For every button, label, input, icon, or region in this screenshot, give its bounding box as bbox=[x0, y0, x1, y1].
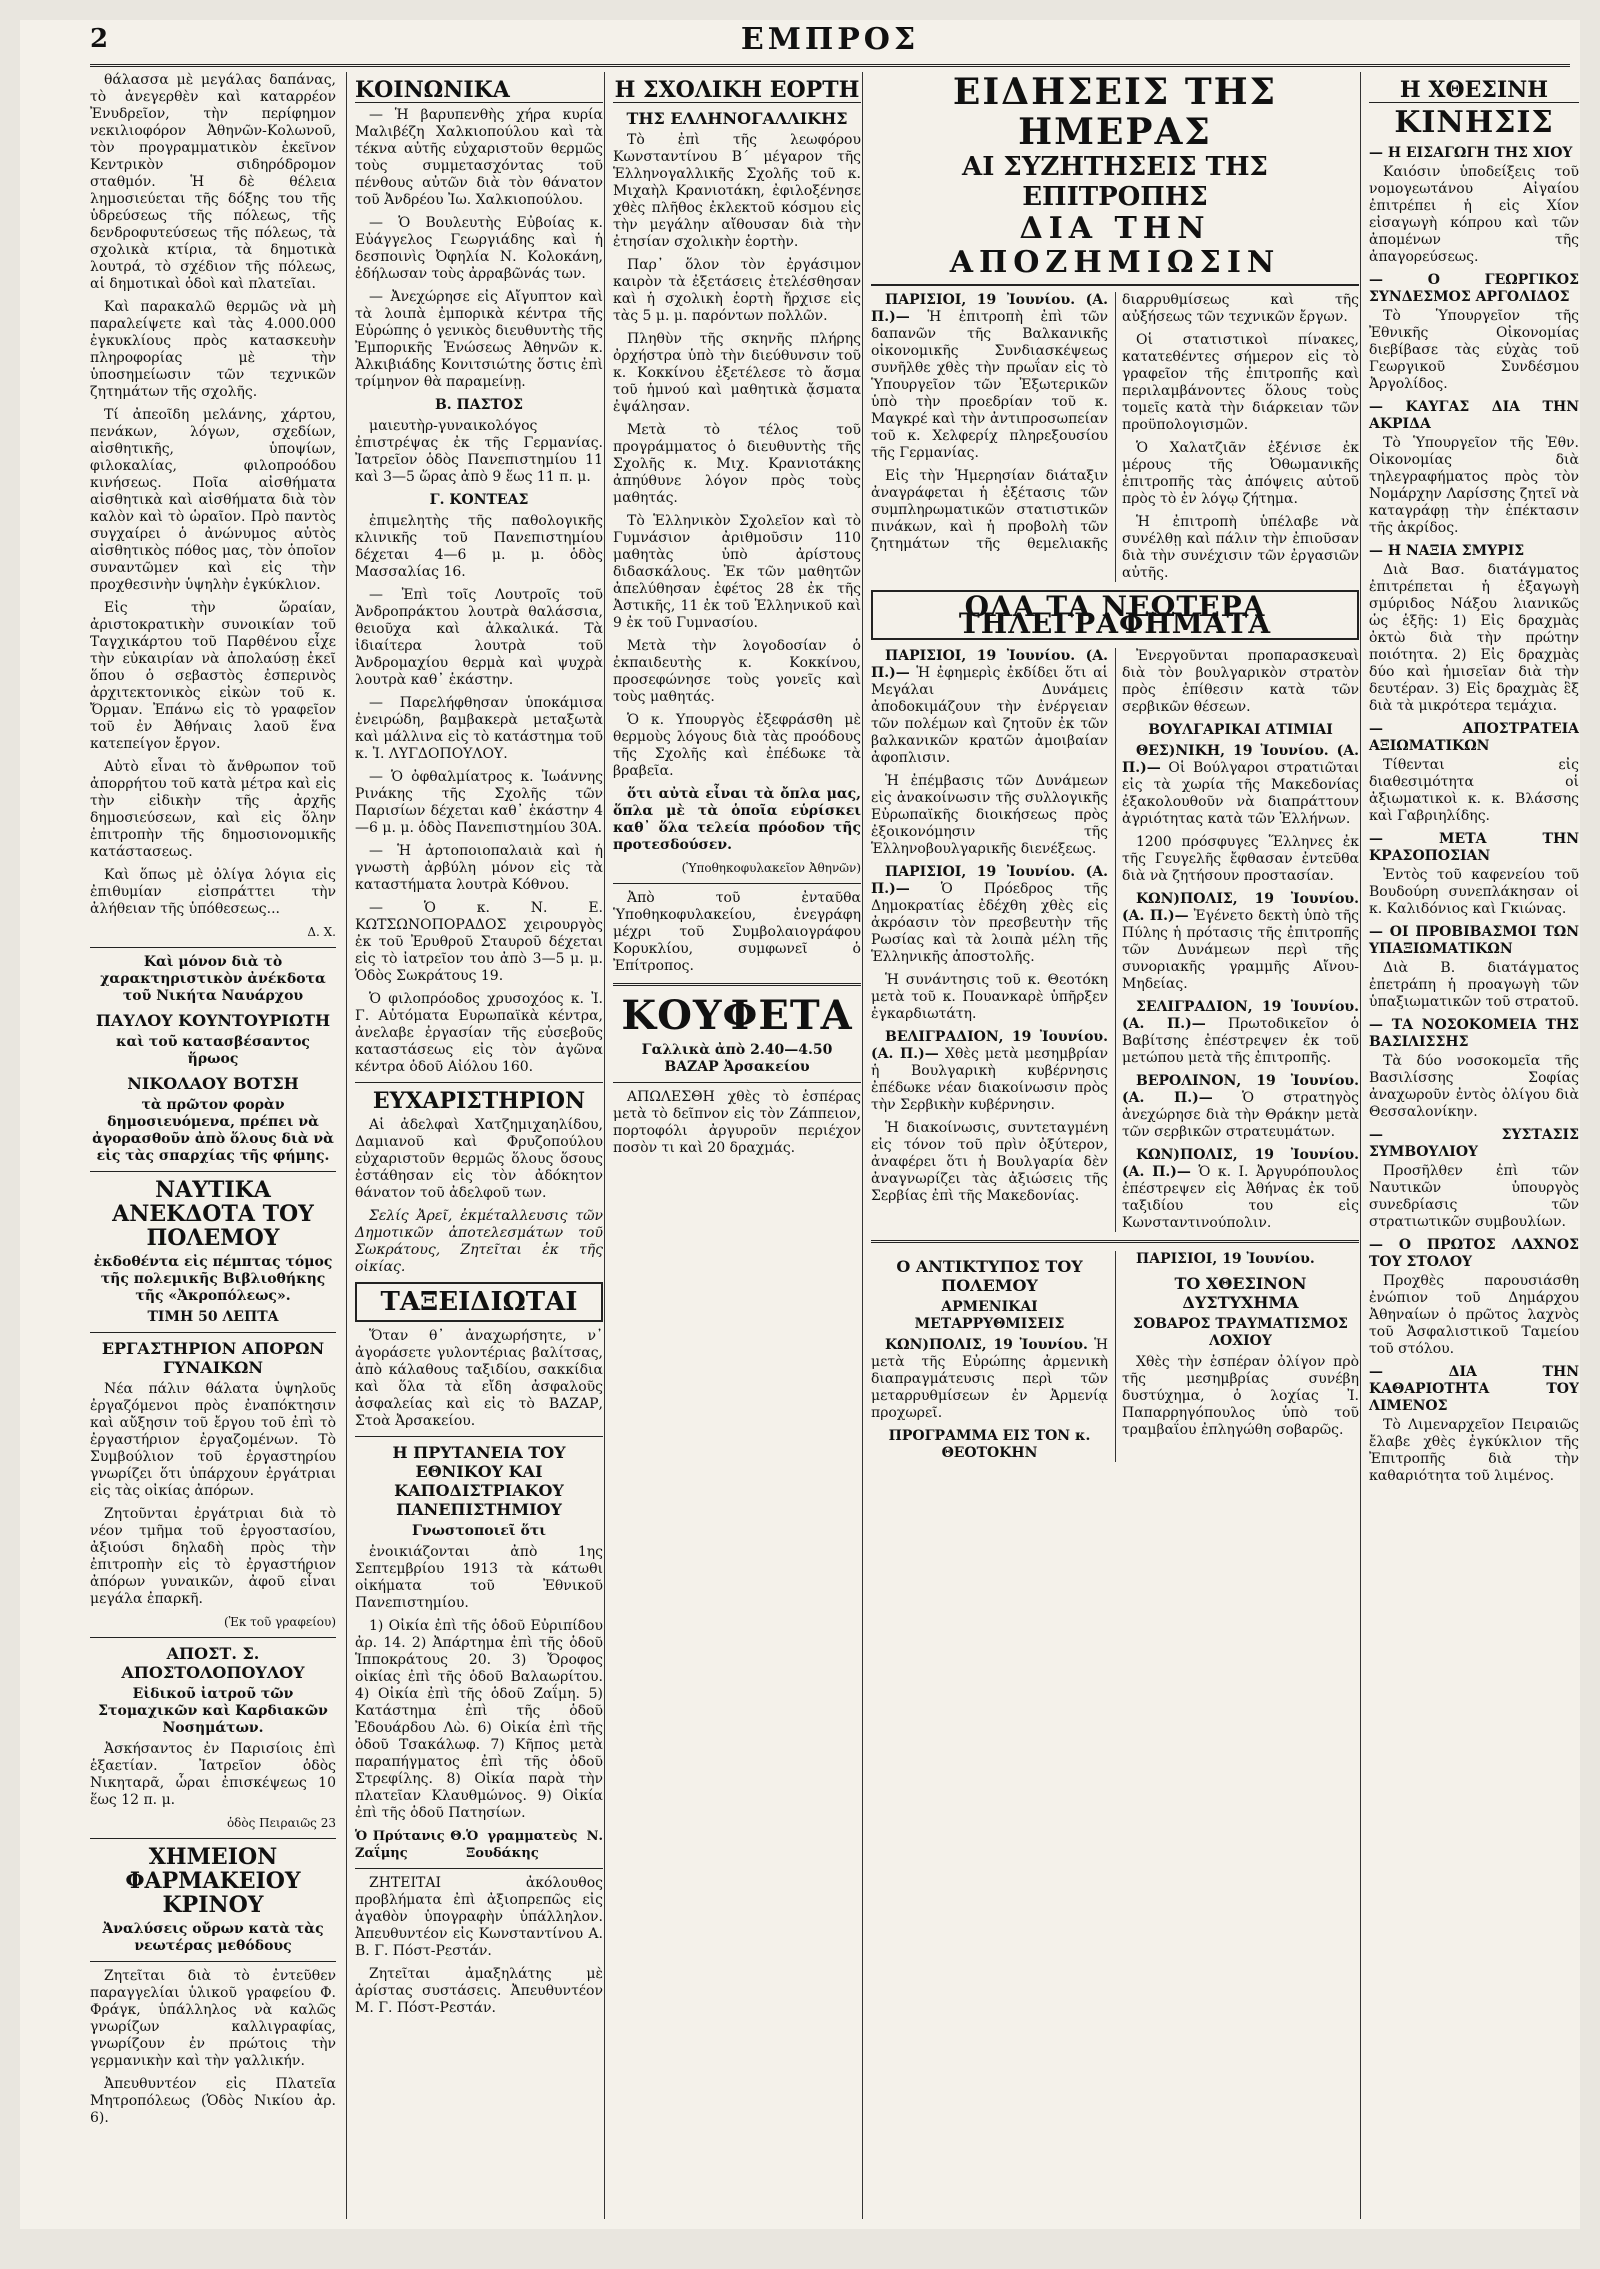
dateline: ΚΩΝ)ΠΟΛΙΣ, 19 Ἰουνίου. (Α. Π.)— bbox=[1122, 1147, 1359, 1180]
paragraph: Ὁ φιλοπρόοδος χρυσοχόος κ. Ἰ. Γ. Αὐτόματα Ευρωπαϊκὰ κέντρα, ἀνελαβε ἐργασίαν τῆς εὐσεβοῦς καταστάσεως εἰς τὸν ἀγῶνα κέντρα ὁδοῦ Αἰόλου 160. bbox=[355, 991, 603, 1075]
paragraph: Οἱ στατιστικοὶ πίνακες, κατατεθέντες σήμερον εἰς τὸ γραφεῖον τῆς ἐπιτροπῆς καὶ περιλαμβάνοντες ὅλους τοὺς τομεῖς κατὰ τὴν διάρκειαν τῶν προϋπολογισμῶν. bbox=[1122, 332, 1359, 433]
brief-news-heading: — ΔΙΑ ΤΗΝ ΚΑΘΑΡΙΟΤΗΤΑ ΤΟΥ ΛΙΜΕΝΟΣ bbox=[1369, 1364, 1579, 1414]
doctor-name: Γ. ΚΟΝΤΕΑΣ bbox=[429, 492, 529, 508]
news-text: Πρωτοδικεῖον ὁ Βαβίτσης ἐπέστρεψεν ἐκ τοῦ μετώπου μετὰ τῆς ἐπιτροπῆς. bbox=[1122, 1016, 1360, 1066]
headline-sub: ΤΗΣ ΕΛΛΗΝΟΓΑΛΛΙΚΗΣ bbox=[626, 109, 848, 128]
ad-box bbox=[355, 1282, 603, 1322]
sub-headline: ΤΟ ΧΘΕΣΙΝΟΝ ΔΥΣΤΥΧΗΜΑ bbox=[1174, 1274, 1307, 1312]
main-headline bbox=[871, 72, 1359, 286]
headline-sub: ΚΙΝΗΣΙΣ bbox=[1394, 105, 1554, 140]
brief-news-heading: — ΣΥΣΤΑΣΙΣ ΣΥΜΒΟΥΛΙΟΥ bbox=[1369, 1127, 1579, 1160]
sub-headline: ΑΡΜΕΝΙΚΑΙ ΜΕΤΑΡΡΥΘΜΙΣΕΙΣ bbox=[914, 1299, 1065, 1332]
sub-headline: ΠΡΟΓΡΑΜΜΑ ΕΙΣ ΤΟΝ κ. ΘΕΟΤΟΚΗΝ bbox=[888, 1428, 1091, 1461]
paragraph: Ἡ ἐπιτροπὴ ὑπέλαβε νὰ συνέλθῃ καὶ πάλιν τὴν ἐπιοῦσαν διὰ τὴν συνέχισιν τῶν ἐργασιῶν αὐτῆς. bbox=[1122, 514, 1359, 581]
ad-text: Ἀναλύσεις οὔρων κατὰ τὰς νεωτέρας μεθόδους bbox=[102, 1921, 324, 1954]
paragraph: ἐπιμελητὴς τῆς παθολογικῆς κλινικῆς τοῦ Πανεπιστημίου δέχεται 4—6 μ. μ. ὁδὸς Μασσαλίας 16. bbox=[355, 513, 603, 580]
paragraph: 1200 πρόσφυγες Ἕλληνες ἐκ τῆς Γευγελῆς ἔφθασαν ἐντεῦθα διὰ νὰ ζητήσουν προστασίαν. bbox=[1122, 834, 1359, 884]
column-4 bbox=[862, 72, 1367, 2219]
paragraph: — Ὁ Βουλευτὴς Εὐβοίας κ. Εὐάγγελος Γεωργιάδης καὶ ἡ δεσποινὶς Ὀφηλία Ν. Κολοκάνη, ἐδήλωσαν τοὺς ἀρραβῶνάς των. bbox=[355, 215, 603, 282]
paragraph: Εἰς τὴν ὥραίαν, ἀριστοκρατικὴν συνοικίαν τοῦ Ταγχικάρτου τοῦ Παρθένου εἶχε τὴν εὐκαιρίαν νὰ ἀπολαύσῃ ἐκεῖ ὅπου ὁ σεβαστὸς ἐσπερινὸς ἀρχιτεκτονικὸς εἰκὼν τοῦ κ. Ὄρμαν. Ἐπάνω εἰς τὸ γραφεῖον τοῦ ἐν Ἀθήναις λαοῦ ἕνα κατεπείγον ἔργον. bbox=[90, 600, 336, 752]
dateline: ΚΩΝ)ΠΟΛΙΣ, 19 Ἰουνίου. (Α. Π.)— bbox=[1122, 891, 1359, 924]
dateline: ΣΕΛΙΓΡΑΔΙΟΝ, 19 Ἰουνίου. (Α. Π.)— bbox=[1122, 999, 1359, 1032]
ad-mid: καὶ τοῦ κατασβέσαντος ἥρωος bbox=[116, 1034, 310, 1067]
paragraph: Τί ἀπεοῖδη μελάνης, χάρτου, πενάκων, λόγων, σχεδίων, αἰσθητικῆς, ὑποψίων, φιλοκαλίας, φιλοπροόδου κινήσεως. Ποῖα αἰσθήματα αἰσθητικὰ καὶ αἰσθήματα διὰ τὸν καλὸν καὶ τὸ ὡραῖον. Πρὸ παντὸς συγχαίρει ὁ ἀνώνυμος αὐτὸς αἰσθητικὸς πόθος μας, τὸν ὁποῖον συναντῶμεν καὶ εἰς τὴν προχθεσινὴν ὑψηλὴν ἐγκύκλιον. bbox=[90, 407, 336, 593]
paragraph: — Ἡ βαρυπενθὴς χήρα κυρία Μαλιβέζη Χαλκιοπούλου καὶ τὰ τέκνα αὐτῆς εὐχαριστοῦν θερμῶς τοὺς συμμετασχόντας τοῦ πένθους αὐτῶν διὰ τὸν θάνατον τοῦ Ἀνδρέου Ἰω. Χαλκιοπούλου. bbox=[355, 107, 603, 208]
column-5 bbox=[1360, 72, 1579, 2219]
brief-news-heading: — ΚΑΥΓΑΣ ΔΙΑ ΤΗΝ ΑΚΡΙΔΑ bbox=[1369, 399, 1579, 432]
brief-news-text: Διὰ Β. διατάγματος ἐπετράπη ἡ προαγωγὴ τῶν ὑπαξιωματικῶν τοῦ στρατοῦ. bbox=[1369, 960, 1579, 1010]
dateline: ΒΕΡΟΛΙΝΟΝ, 19 Ἰουνίου. (Α. Π.)— bbox=[1122, 1073, 1359, 1106]
dateline: ΘΕΣ)ΝΙΚΗ, 19 Ἰουνίου. (Α. Π.)— bbox=[1122, 743, 1359, 776]
paragraph: Καὶ ὅπως μὲ ὀλίγα λόγια εἰς ἐπιθυμίαν εἰσπράττει τὴν ἀλήθειαν τῆς ὑπόθεσεως... bbox=[90, 867, 336, 917]
column-2 bbox=[346, 72, 611, 2219]
paragraph: — Ὁ ὀφθαλμίατρος κ. Ἰωάννης Ρινάκης τῆς Σχολῆς τῶν Παρισίων δέχεται καθ᾽ ἑκάστην 4—6 μ. μ. ὁδὸς Πανεπιστημίου 30Α. bbox=[355, 769, 603, 836]
section-title: ΕΡΓΑΣΤΗΡΙΟΝ ΑΠΟΡΩΝ ΓΥΝΑΙΚΩΝ bbox=[101, 1339, 325, 1377]
dateline: ΠΑΡΙΣΙΟΙ, 19 Ἰουνίου. bbox=[1136, 1251, 1315, 1267]
headline: Η ΣΧΟΛΙΚΗ ΕΟΡΤΗ bbox=[614, 77, 860, 103]
brief-news-text: Ἐντὸς τοῦ καφενείου τοῦ Βουδούρη συνεπλάκησαν οἱ κ. Καλιδόνιος καὶ Γκιώνας. bbox=[1369, 867, 1579, 917]
paper-name: ΕΜΠΡΟΣ bbox=[740, 22, 920, 57]
ad-price: ΤΙΜΗ 50 ΛΕΠΤΑ bbox=[147, 1309, 279, 1325]
headline-sub: ΑΙ ΣΥΖΗΤΗΣΕΙΣ ΤΗΣ ΕΠΙΤΡΟΠΗΣ bbox=[962, 152, 1268, 212]
news-text: Ὁ στρατηγὸς ἀνεχώρησε διὰ τὴν Θράκην μετὰ τῶν σερβικῶν στρατευμάτων. bbox=[1122, 1090, 1359, 1140]
paragraph: θάλασσα μὲ μεγάλας δαπάνας, τὸ ἀνεγερθὲν καὶ καταρρέον Ἐνυδρεῖον, τὴν περίφημον νεκιλιοφόρον Ἀθηνῶν-Κολωνοῦ, τὸν προγραμματικὸν ἐκεῖνον Κεντρικὸν σιδηρόδρομον σταθμόν. Ἡ δὲ θέλεια λημοσιεύεται τῆς δόξης του τῆς ὑδρεύσεως τῆς πόλεως, τῆς δενδροφυτεύσεως τῆς πόλεως, τὰ σχολικὰ κτίρια, τὰ δημοτικὰ λουτρά, τὸ σχέδιον τῆς πόλεως, αἱ δημοτικαὶ ὁδοὶ καὶ πλατεῖαι. bbox=[90, 72, 336, 292]
ad-intro: Καὶ μόνον διὰ τὸ χαρακτηριστικὸν ἀνέκδοτα τοῦ Νικήτα Ναυάρχου bbox=[100, 954, 326, 1004]
paragraph: Ἀπὸ τοῦ ἐνταῦθα Ὑποθηκοφυλακείου, ἐνεγράφη μέχρι τοῦ Συμβολαιογράφου Κορυκλίου, συμφωνεῖ ὁ Ἐπίτροπος. bbox=[613, 890, 861, 974]
paragraph: Μετὰ τὸ τέλος τοῦ προγράμματος ὁ διευθυντὴς τῆς Σχολῆς κ. Μιχ. Κρανιοτάκης ἀπηύθυνε λόγον πρὸς τοὺς μαθητάς. bbox=[613, 422, 861, 506]
paragraph: — Ἐπὶ τοῖς Λουτροῖς τοῦ Ἀνδροπράκτου λουτρὰ θαλάσσια, θειοῦχα καὶ ἀλκαλικά. Τὰ ἰδιαίτερα λουτρὰ τοῦ Ἀνδρομαχίου θερμὰ καὶ ψυχρὰ λουτρὰ καθ᾽ ἑκάστην. bbox=[355, 587, 603, 688]
sub-headline: ΒΟΥΛΓΑΡΙΚΑΙ ΑΤΙΜΙΑΙ bbox=[1148, 722, 1333, 738]
paragraph: ἐνοικιάζονται ἀπὸ 1ης Σεπτεμβρίου 1913 τὰ κάτωθι οἰκήματα τοῦ Ἐθνικοῦ Πανεπιστημίου. bbox=[355, 1544, 603, 1611]
brief-news-heading: — ΑΠΟΣΤΡΑΤΕΙΑ ΑΞΙΩΜΑΤΙΚΩΝ bbox=[1369, 721, 1579, 754]
section-sub: Γνωστοποιεῖ ὅτι bbox=[411, 1523, 547, 1539]
brief-news-text: Προχθὲς παρουσιάσθη ἐνώπιον τοῦ Δημάρχου Ἀθηναίων ὁ πρῶτος λαχνὸς τοῦ Ἀσφαλιστικοῦ Ταμείου τοῦ στόλου. bbox=[1369, 1273, 1579, 1357]
ad-name: ΠΑΥΛΟΥ ΚΟΥΝΤΟΥΡΙΩΤΗ bbox=[95, 1011, 331, 1030]
paragraph: ὅτι αὐτὰ εἶναι τὰ ὄπλα μας, ὅπλα μὲ τὰ ὁποῖα εὑρίσκει καθ᾽ ὅλα τελεία πρόοδον τῆς προτεσδούσεν. bbox=[613, 786, 861, 853]
ad-sub: Εἰδικοῦ ἰατροῦ τῶν Στομαχικῶν καὶ Καρδιακῶν Νοσημάτων. bbox=[98, 1686, 328, 1736]
section-title: ΕΥΧΑΡΙΣΤΗΡΙΟΝ bbox=[372, 1088, 586, 1114]
dateline: ΠΑΡΙΣΙΟΙ, 19 Ἰουνίου. (Α. Π.)— bbox=[871, 292, 1108, 325]
doctor-name: Β. ΠΑΣΤΟΣ bbox=[434, 397, 524, 413]
paragraph: Ἡ συνάντησις τοῦ κ. Θεοτόκη μετὰ τοῦ κ. Πουανκαρὲ ὑπῆρξεν ἐγκαρδιωτάτη. bbox=[871, 972, 1108, 1022]
signature: (Ἐκ τοῦ γραφείου) bbox=[223, 1615, 336, 1629]
brief-news-text: Καιόσιν ὑποδείξεις τοῦ νομογεωτάνου Αἰγαίου ἐπιτρέπει ἡ εἰς Χίον εἰσαγωγὴ κόπρου καὶ τῶν ἀπομένων τῆς ἀπαγορεύσεως. bbox=[1369, 164, 1579, 265]
source: (Ὑποθηκοφυλακεῖον Ἀθηνῶν) bbox=[681, 861, 861, 875]
headline: ΕΙΔΗΣΕΙΣ ΤΗΣ ΗΜΕΡΑΣ bbox=[952, 72, 1278, 153]
banner-headline: ΟΛΑ ΤΑ ΝΕΩΤΕΡΑ ΤΗΛΕΓΡΑΦΗΜΑΤΑ bbox=[871, 590, 1359, 640]
paragraph: Ζητεῖται ἀμαξηλάτης μὲ ἀρίστας συστάσεις. Ἀπευθυντέον Μ. Γ. Πόστ-Ρεστάν. bbox=[355, 1966, 603, 2016]
paragraph: ΖΗΤΕΙΤΑΙ ἀκόλουθος προβλήματα ἐπὶ ἀξιοπρεπῶς εἰς ἀγαθὸν ὑπογραφὴν ὑπάλληλον. Ἀπευθυντέον εἰς Κωνσταντίνου Α. Β. Γ. Πόστ-Ρεστάν. bbox=[355, 1875, 603, 1959]
paragraph: Χθὲς τὴν ἑσπέραν ὀλίγον πρὸ τῆς μεσημβρίας συνέβη δυστύχημα, ὁ λοχίας Ἰ. Παπαρρηγόπουλος ὑπὸ τοῦ τραμβαΐου ἐπληγώθη σοβαρῶς. bbox=[1122, 1354, 1359, 1438]
ad-title: ΤΑΞΕΙΔΙΩΤΑΙ bbox=[380, 1287, 578, 1317]
paragraph: — Ἡ ἀρτοποιοπαλαιὰ καὶ ἡ γνωστὴ ἀρβύλη μόνον εἰς τὰ καταστήματα λουτρὰ Κόθνου. bbox=[355, 843, 603, 893]
paragraph: — Παρελήφθησαν ὑποκάμισα ἐνειρώδη, βαμβακερὰ μεταξωτὰ καὶ μάλλινα εἰς τὸ κατάστημα τοῦ κ. Ἰ. ΛΥΓΔΟΠΟΥΛΟΥ. bbox=[355, 695, 603, 762]
paragraph: — Ἀνεχώρησε εἰς Αἴγυπτον καὶ τὰ λοιπὰ ἐμπορικὰ κέντρα τῆς Εὐρώπης ὁ γενικὸς διευθυντὴς τῆς Ἐμπορικῆς Ἑνώσεως Ἀθηνῶν κ. Ἀλκιβιάδης Κονιτσιώτης ὅστις ἐπὶ τρίμηνον θὰ παραμείνῃ. bbox=[355, 289, 603, 390]
sub-headline: Ο ΑΝΤΙΚΤΥΠΟΣ ΤΟΥ ΠΟΛΕΜΟΥ bbox=[896, 1257, 1083, 1295]
paragraph: Ὅταν θ᾽ ἀναχωρήσητε, ν᾽ ἀγοράσετε γυλοντέριας βαλίτσας, ἀπὸ κάλαθους ταξιδίου, σακκίδια καὶ ὅλα τὰ εἴδη ἀσφαλοῦς ἀσφαλείας καὶ εἰς τὸ ΒΑΖΑΡ, Στοὰ Ἀρσακείου. bbox=[355, 1328, 603, 1429]
paragraph: Ζητοῦνται ἐργάτριαι διὰ τὸ νέον τμῆμα τοῦ ἐργοστασίου, ἀξιούσι δηλαδὴ πρὸς τὴν ἐπιτροπὴν εἰς τὸ ἐργαστήριον ἀπόρων γυναικῶν, ἀφοῦ εἶναι μεγάλα ἐπαρκῆ. bbox=[90, 1506, 336, 1607]
ad-title: ΧΗΜΕΙΟΝ ΦΑΡΜΑΚΕΙΟΥ ΚΡΙΝΟΥ bbox=[125, 1844, 301, 1918]
signature: Ὁ Πρύτανις Θ. Ζαΐμης bbox=[355, 1829, 467, 1861]
column-3 bbox=[604, 72, 869, 2219]
paragraph: ΑΠΩΛΕΣΘΗ χθὲς τὸ ἑσπέρας μετὰ τὸ δεῖπνον εἰς τὸν Ζάππειον, πορτοφόλι ἀργυροῦν περιέχον ποσὸν τι καὶ 20 δραχμάς. bbox=[613, 1089, 861, 1156]
brief-news-heading: — ΜΕΤΑ ΤΗΝ ΚΡΑΣΟΠΟΣΙΑΝ bbox=[1369, 831, 1579, 864]
section-title: Η ΠΡΥΤΑΝΕΙΑ ΤΟΥ ΕΘΝΙΚΟΥ ΚΑΙ ΚΑΠΟΔΙΣΤΡΙΑΚΟΥ ΠΑΝΕΠΙΣΤΗΜΙΟΥ bbox=[392, 1443, 566, 1519]
news-text: Χθὲς μετὰ μεσημβρίαν ἡ Βουλγαρικὴ κυβέρνησις ἐπέδωκε νέαν διακοίνωσιν πρὸς τὴν Σερβικὴν κυβέρνησιν. bbox=[871, 1046, 1109, 1113]
sub-headline: ΣΟΒΑΡΟΣ ΤΡΑΥΜΑΤΙΣΜΟΣ ΛΟΧΙΟΥ bbox=[1133, 1316, 1348, 1349]
address: ὁδὸς Πειραιῶς 23 bbox=[226, 1816, 336, 1830]
dateline: ΠΑΡΙΣΙΟΙ, 19 Ἰουνίου. (Α. Π.)— bbox=[871, 864, 1108, 897]
paragraph: Καὶ παρακαλῶ θερμῶς νὰ μὴ παραλείψετε καὶ τὰς 4.000.000 ἐγκυκλίους πρὸς κατασκευὴν πληροφορίας μὲ τὴν ὑποσημείωσιν τῶν τεχνικῶν ζητημάτων τῆς σχολῆς. bbox=[90, 299, 336, 400]
news-text: Ἡ ἐφημερὶς ἐκδίδει ὅτι αἱ Μεγάλαι Δυνάμεις ἀποδοκιμάζουν τὴν ἐνέργειαν τῶν πολέμων καὶ ζητοῦν ἐκ τῶν βαλκανικῶν κρατῶν ἀμοιβαίαν ἀφοπλισιν. bbox=[871, 665, 1109, 766]
brief-news-heading: — ΟΙ ΠΡΟΒΙΒΑΣΜΟΙ ΤΩΝ ΥΠΑΞΙΩΜΑΤΙΚΩΝ bbox=[1369, 924, 1579, 957]
news-text: Ὁ Πρόεδρος τῆς Δημοκρατίας ἐδέχθη χθὲς εἰς ἀκρόασιν τὸν πρεσβευτὴν τῆς Ρωσίας καὶ τὰ λοιπὰ μέλη τῆς Ἑλληνικῆς ἀποστολῆς. bbox=[871, 881, 1108, 965]
brief-news-heading: — Η ΕΙΣΑΓΩΓΗ ΤΗΣ ΧΙΟΥ bbox=[1369, 145, 1573, 161]
news-text: Ἐγένετο δεκτὴ ὑπὸ τῆς Πύλης ἡ πρότασις τῆς ἐπιτροπῆς τῶν Δυνάμεων περὶ τῆς συνοριακῆς γραμμῆς Αἴνου-Μηδείας. bbox=[1122, 908, 1360, 992]
column-1 bbox=[90, 72, 344, 2219]
brief-news-list bbox=[1369, 145, 1579, 1485]
paragraph: Ἐνεργοῦνται προπαρασκευαὶ διὰ τὸν βουλγαρικὸν στρατὸν πρὸς ἐπίθεσιν κατὰ τῶν σερβικῶν θέσεων. bbox=[1122, 648, 1359, 715]
brief-news-heading: — ΤΑ ΝΟΣΟΚΟΜΕΙΑ ΤΗΣ ΒΑΣΙΛΙΣΣΗΣ bbox=[1369, 1017, 1579, 1050]
paragraph: Ὁ κ. Υπουργὸς ἐξεφράσθη μὲ θερμοὺς λόγους διὰ τὰς προόδους τῆς Σχολῆς καὶ ἐπέδωκε τὰ βραβεῖα. bbox=[613, 712, 861, 779]
paragraph: μαιευτὴρ-γυναικολόγος ἐπιστρέψας ἐκ τῆς Γερμανίας. Ἰατρεῖον ὁδὸς Πανεπιστημίου 11 καὶ 3—5 ὥρας ἀπὸ 9 ἕως 11 π. μ. bbox=[355, 418, 603, 485]
paragraph: Ζητεῖται διὰ τὸ ἐντεῦθεν παραγγελίαι ὑλικοῦ γραφείου Φ. Φράγκ, ὑπάλληλος νὰ καλῶς γνωρίζων καλλιγραφίας, γνωρίζουν ἐν πρώτοις τὴν γερμανικὴν καὶ τὴν γαλλικήν. bbox=[90, 1968, 336, 2069]
ad-text: Γαλλικὰ ἀπὸ 2.40—4.50 ΒΑΖΑΡ Ἀρσακείου bbox=[641, 1042, 833, 1075]
brief-news-text: Τὸ Λιμεναρχεῖον Πειραιῶς ἔλαβε χθὲς ἐγκύκλιον τῆς Ἐπιτροπῆς διὰ τὴν καθαριότητα τοῦ λιμένος. bbox=[1369, 1417, 1579, 1484]
paragraph: Παρ᾽ ὅλον τὸν ἐργάσιμον καιρὸν τὰ ἐξετάσεις ἐτελέσθησαν καὶ ἡ σχολικὴ ἑορτὴ ἤρχισε εἰς τὰς 5 μ. μ. παρόντων πολλῶν. bbox=[613, 257, 861, 324]
ad-name: ΝΙΚΟΛΑΟΥ ΒΟΤΣΗ bbox=[127, 1074, 299, 1093]
brief-news-text: Τὸ Ὑπουργεῖον τῆς Ἐθνικῆς Οἰκονομίας διεβίβασε τὰς εὐχὰς τοῦ Γεωργικοῦ Συνδέσμου Ἀργολίδος. bbox=[1369, 308, 1579, 392]
dateline: ΚΩΝ)ΠΟΛΙΣ, 19 Ἰουνίου. bbox=[885, 1337, 1088, 1353]
news-text: Ἡ μετὰ τῆς Εὐρώπης ἀρμενικὴ διαπραγμάτευσις περὶ τῶν μεταρρυθμίσεων ἐν Ἀρμενίᾳ προχωρεῖ. bbox=[871, 1337, 1109, 1421]
ad-text: ἐκδοθέντα εἰς πέμπτας τόμος τῆς πολεμικῆς Βιβλιοθήκης τῆς «Ἀκροπόλεως». bbox=[93, 1254, 333, 1304]
paragraph: Ἡ διακοίνωσις, συντεταγμένη εἰς τόνον τοῦ πρὶν ὀξύτερον, ἀναφέρει ὅτι ἡ Βουλγαρία δὲν ἀναγνωρίζει τὰς ἀξιώσεις τῆς Σερβίας ἐπὶ τῆς Μακεδονίας. bbox=[871, 1120, 1108, 1204]
page-number: 2 bbox=[90, 24, 109, 54]
paragraph: Ἡ ἐπέμβασις τῶν Δυνάμεων εἰς ἀνακοίνωσιν τῆς συλλογικῆς Εὐρωπαϊκῆς διοικήσεως πρὸς ἐξοικονόμησιν τῆς Ἑλληνοβουλγαρικῆς διενέξεως. bbox=[871, 773, 1108, 857]
signature: Δ. Χ. bbox=[307, 925, 336, 939]
brief-news-text: Τὰ δύο νοσοκομεῖα τῆς Βασιλίσσης Σοφίας ἀναχωροῦν ἐντὸς ὀλίγου διὰ Θεσσαλονίκην. bbox=[1369, 1053, 1579, 1120]
dateline: ΒΕΛΙΓΡΑΔΙΟΝ, 19 Ἰουνίου. (Α. Π.)— bbox=[871, 1029, 1108, 1062]
paragraph: Τὸ Ἑλληνικὸν Σχολεῖον καὶ τὸ Γυμνάσιον ἀριθμοῦσιν 110 μαθητὰς ὑπὸ ἀρίστους διδασκάλους. Ἐκ τῶν μαθητῶν ἀπελύθησαν ἐφέτος 28 ἐκ τῆς Ἀστικῆς, 11 ἐκ τοῦ Ἑλληνικοῦ καὶ 9 ἐκ τοῦ Γυμνασίου. bbox=[613, 513, 861, 631]
brief-news-heading: — Η ΝΑΞΙΑ ΣΜΥΡΙΣ bbox=[1369, 543, 1525, 559]
paragraph: Αὐτὸ εἶναι τὸ ἄνθρωπον τοῦ ἀπορρήτου τοῦ κατὰ μέτρα καὶ εἰς τὴν εἰδικὴν τῆς ἀρχῆς δημοσιεύσεων, καὶ εἰς ὅλην ἐπιτροπὴν τῆς δημοσιονομικῆς κατάστασεως. bbox=[90, 759, 336, 860]
ad-title: ΚΟΥΦΕΤΑ bbox=[621, 992, 853, 1039]
paragraph: Αἱ ἀδελφαὶ Χατζημιχαηλίδου, Δαμιανοῦ καὶ Φρυζοπούλου εὐχαριστοῦν θερμῶς ὅλους ὅσους ἐστάθησαν εἰς τὸν ἀδόκητον θάνατον τοῦ ἀδελφοῦ των. bbox=[355, 1117, 603, 1201]
paragraph: Ἀσκήσαντος ἐν Παρισίοις ἐπὶ ἑξαετίαν. Ἰατρεῖον ὁδὸς Νικηταρᾶ, ὧραι ἐπισκέψεως 10 ἕως 12 π. μ. bbox=[90, 1741, 336, 1808]
ad-tail: τὰ πρῶτον φορὰν δημοσιευόμενα, πρέπει νὰ ἀγορασθοῦν ἀπὸ ὅλους διὰ νὰ εἰς τὰς σπαρχίας τῆς φήμης. bbox=[92, 1097, 334, 1164]
paragraph: Πληθὺν τῆς σκηνῆς πλήρης ὀρχήστρα ὑπὸ τὴν διεύθυνσιν τοῦ κ. Κοκκίνου ἐξετέλεσε τὸ ἄσμα τοῦ ἡμνού καὶ μαθητικὰ ᾄσματα ἐψάλησαν. bbox=[613, 331, 861, 415]
brief-news-text: Διὰ Βασ. διατάγματος ἐπιτρέπεται ἡ ἐξαγωγὴ σμύριδος Νάξου λιανικῶς ὡς ἑξῆς: 1) Εἰς δραχμὰς ὀκτὼ διὰ τὴν πρώτην ποιότητα. 2) Εἰς δραχμὰς δύο καὶ ἡμισεῖαν διὰ τὴν δευτέραν. 3) Εἰς δραχμὰς ἓξ διὰ τὰ μικρότερα τεμάχια. bbox=[1369, 562, 1579, 714]
news-columns bbox=[871, 292, 1359, 582]
paragraph: Νέα πάλιν θάλατα ὑψηλοῦς ἐργαζόμενοι πρὸς ἐναπόκτησιν καὶ αὔξησιν τοῦ ἔργου τοῦ ἐπὶ τὸ ἐργαστήριον ἐργαζομένων. Τὸ Συμβούλιον τοῦ ἐργαστηρίου γνωρίζει ὅτι ὑπάρχουν ἐργάτριαι εἰς τὰς οἰκίας ἀπόρων. bbox=[90, 1381, 336, 1499]
masthead bbox=[90, 20, 1570, 67]
ad-title: ΑΠΟΣΤ. Σ. ΑΠΟΣΤΟΛΟΠΟΥΛΟΥ bbox=[121, 1644, 305, 1682]
headline-sub: ΔΙΑ ΤΗΝ ΑΠΟΖΗΜΙΩΣΙΝ bbox=[949, 211, 1281, 280]
newspaper-page bbox=[20, 20, 1580, 2229]
brief-news-heading: — Ο ΓΕΩΡΓΙΚΟΣ ΣΥΝΔΕΣΜΟΣ ΑΡΓΟΛΙΔΟΣ bbox=[1369, 272, 1579, 305]
paragraph: Ὁ Χαλατζιᾶν ἐξένισε ἐκ μέρους τῆς Ὀθωμανικῆς ἐπιτροπῆς τὰς ἀπόψεις αὐτοῦ πρὸς τὸ ἐν λόγῳ ζήτημα. bbox=[1122, 440, 1359, 507]
news-columns bbox=[871, 648, 1359, 1232]
paragraph: Τὸ ἐπὶ τῆς λεωφόρου Κωνσταντίνου Β΄ μέγαρον τῆς Ἑλληνογαλλικῆς Σχολῆς τοῦ κ. Μιχαὴλ Κρανιοτάκη, ἐφιλοξένησε χθὲς πλῆθος ἐκλεκτοῦ κόσμου εἰς τὴν μεγάλην αἴθουσαν διὰ τὴν ἐτησίαν σχολικὴν ἑορτὴν. bbox=[613, 132, 861, 250]
brief-news-text: Προσῆλθεν ἐπὶ τῶν Ναυτικῶν ὑπουργὸς συνεδρίασις τῶν στρατιωτικῶν συμβουλίων. bbox=[1369, 1163, 1579, 1230]
paragraph: 1) Οἰκία ἐπὶ τῆς ὁδοῦ Εὐριπίδου ἀρ. 14. 2) Ἀπάρτημα ἐπὶ τῆς ὁδοῦ Ἱπποκράτους 20. 3) Ὄροφος οἰκίας ἐπὶ τῆς ὁδοῦ Βαλαωρίτου. 4) Οἰκία ἐπὶ τῆς ὁδοῦ Ζαΐμη. 5) Κατάστημα ἐπὶ τῆς ὁδοῦ Ἐδουάρδου Λὼ. 6) Οἰκία ἐπὶ τῆς ὁδοῦ Τσακάλωφ. 7) Κῆπος μετὰ παραπήγματος ἐπὶ τῆς ὁδοῦ Στρεφίλης. 8) Οἰκία παρὰ τὴν πλατεῖαν Κλαυθμώνος. 9) Οἰκία ἐπὶ τῆς ὁδοῦ Πατησίων. bbox=[355, 1618, 603, 1821]
news-text: Ὁ κ. Ι. Ἀργυρόπουλος ἐπέστρεψεν εἰς Ἀθήνας ἐκ τοῦ ταξιδίου του εἰς Κωνσταντινούπολιν. bbox=[1122, 1164, 1360, 1231]
brief-news-heading: — Ο ΠΡΩΤΟΣ ΛΑΧΝΟΣ ΤΟΥ ΣΤΟΛΟΥ bbox=[1369, 1237, 1579, 1270]
news-text: Ἡ ἐπιτροπὴ ἐπὶ τῶν δαπανῶν τῆς Βαλκανικῆς οἰκονομικῆς Συνδιασκέψεως συνῆλθε χθὲς τὴν πρωΐαν εἰς τὸ Ὑπουργεῖον τῶν Ἐξωτερικῶν ὑπὸ τὴν προεδρίαν τοῦ κ. Μαγκρέ καὶ τὴν ἀντιπροσωπείαν τοῦ κ. Χελφερίχ πληρεξουσίου τῆς Γερμανίας. bbox=[871, 309, 1109, 461]
paragraph: Εἰς τὴν Ἡμερησίαν διάταξιν ἀναγράφεται ἡ ἐξέτασις τῶν συμπληρωματικῶν στατιστικῶν πινάκων, καὶ ἡ προβολὴ τῶν ζητημάτων τῆς θεμελιακῆς διαρρυθμίσεως καὶ τῆς αὐξήσεως τῶν τεχνικῶν ἔργων. bbox=[871, 292, 1359, 552]
dateline: ΠΑΡΙΣΙΟΙ, 19 Ἰουνίου. (Α. Π.)— bbox=[871, 648, 1108, 681]
brief-news-text: Τίθενται εἰς διαθεσιμότητα οἱ ἀξιωματικοὶ κ. κ. Βλάσσης καὶ Γαβριηλίδης. bbox=[1369, 757, 1579, 824]
ad-title: ΝΑΥΤΙΚΑ ΑΝΕΚΔΟΤΑ ΤΟΥ ΠΟΛΕΜΟΥ bbox=[112, 1177, 314, 1251]
brief-news-text: Τὸ Ὑπουργεῖον τῆς Ἐθν. Οἰκονομίας διὰ τηλεγραφήματος πρὸς τὸν Νομάρχην Λαρίσσης ζητεῖ νὰ καταγράφῃ τὴν ἐπέκτασιν τῆς ἀκρίδος. bbox=[1369, 435, 1579, 536]
paragraph: Σελίς Ἀρεῖ, ἐκμέταλλευσις τῶν Δημοτικῶν ἀποτελεσμάτων τοῦ Σωκράτους, Ζητεῖται ἐκ τῆς οἰκίας. bbox=[355, 1208, 603, 1275]
section-title: ΚΟΙΝΩΝΙΚΑ bbox=[355, 78, 603, 103]
news-columns bbox=[871, 1251, 1359, 1462]
signature: Ὁ γραμματεὺς Ν. Ξουδάκης bbox=[466, 1829, 603, 1861]
headline: Η ΧΘΕΣΙΝΗ bbox=[1369, 78, 1579, 103]
paragraph: Ἀπευθυντέον εἰς Πλατεῖα Μητροπόλεως (Ὁδὸς Νικίου ἀρ. 6). bbox=[90, 2076, 336, 2126]
news-text: Οἱ Βούλγαροι στρατιῶται εἰς τὰ χωρία τῆς Μακεδονίας ἐξακολουθοῦν νὰ διαπράττουν ἀγριότητας κατὰ τῶν Ἑλλήνων. bbox=[1122, 760, 1359, 827]
paragraph: — Ὁ κ. Ν. Ε. ΚΩΤΣΩΝΟΠΟΡΑΔΟΣ χειρουργὸς ἐκ τοῦ Ἐρυθροῦ Σταυροῦ δέχεται εἰς τὸ ἰατρεῖον του ἀπὸ 3—5 μ. μ. Ὁδὸς Σωκράτους 19. bbox=[355, 900, 603, 984]
paragraph: Μετὰ τὴν λογοδοσίαν ὁ ἐκπαιδευτὴς κ. Κοκκίνου, προσεφώνησε τοὺς γονεῖς καὶ τοὺς μαθητάς. bbox=[613, 638, 861, 705]
